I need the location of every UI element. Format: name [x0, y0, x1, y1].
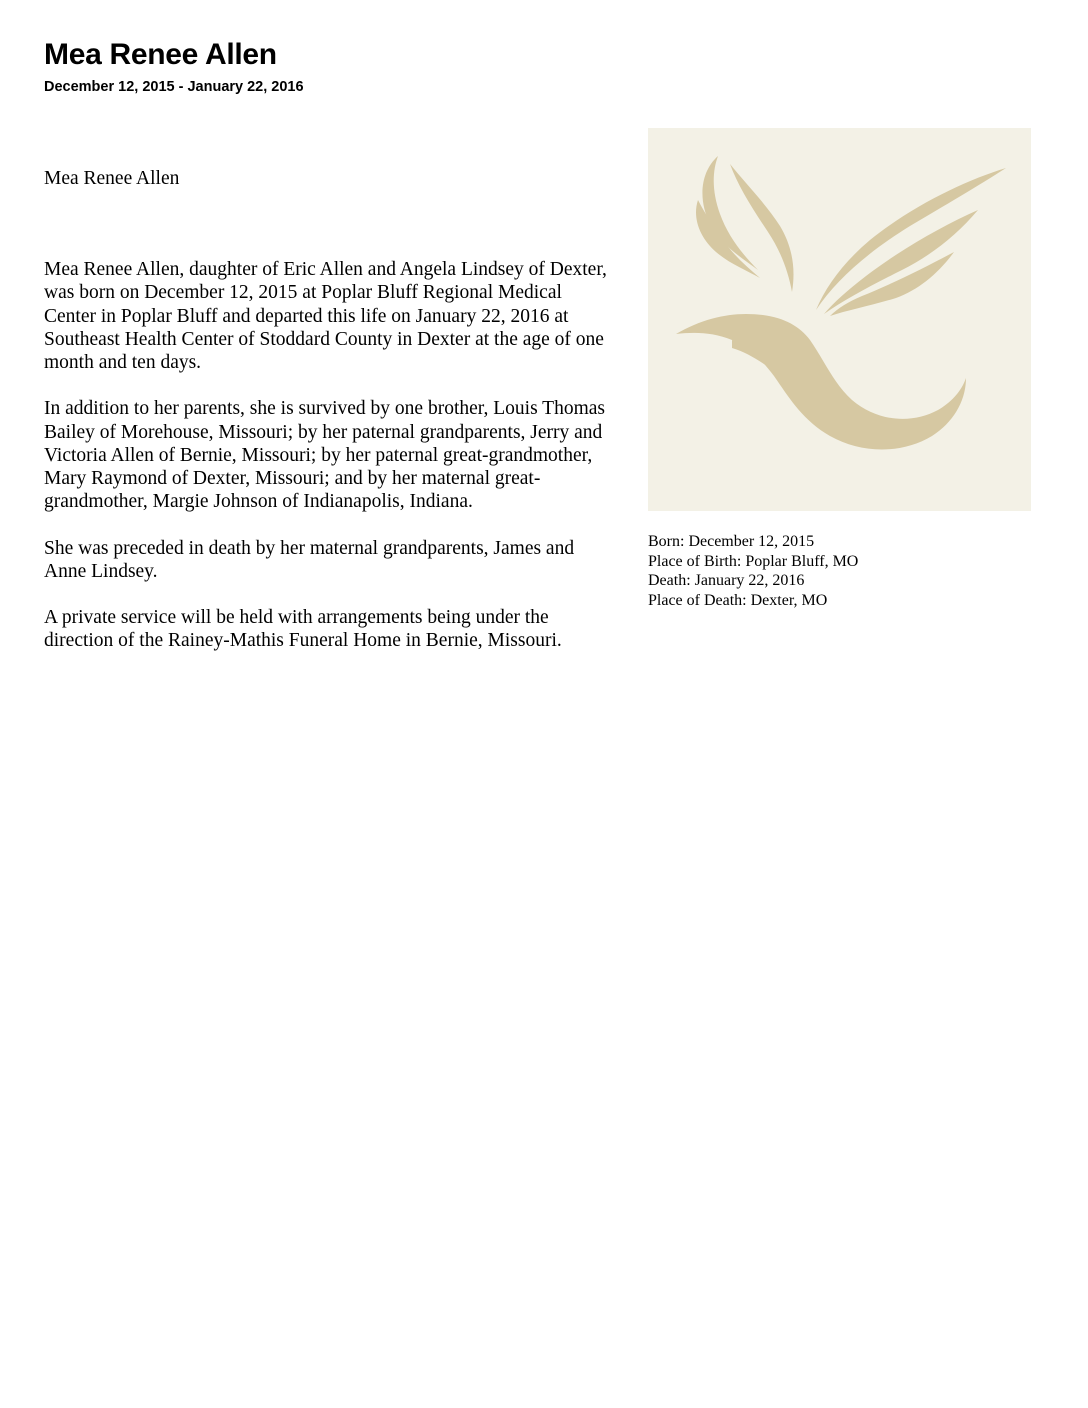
- obituary-paragraph: A private service will be held with arrangements being under the direction of the Rainey-Mathis Funeral Home in Bernie, Missouri.: [44, 607, 562, 652]
- page-title: Mea Renee Allen: [44, 38, 277, 71]
- vital-facts: [648, 532, 858, 610]
- obituary-paragraph: She was preceded in death by her maternal grandparents, James and Anne Lindsey.: [44, 537, 575, 582]
- subject-name: Mea Renee Allen: [44, 168, 180, 189]
- memorial-image: [648, 128, 1031, 511]
- obituary-paragraph: Mea Renee Allen, daughter of Eric Allen and Angela Lindsey of Dexter, was born on December 12, 2015 at Poplar Bluff Regional Medical Center in Poplar Bluff and departed this life on January 22, 2016 at Southeast Health Center of Stoddard County in Dexter at the age of one month and ten days.: [44, 259, 607, 374]
- obituary-paragraph: In addition to her parents, she is survived by one brother, Louis Thomas Bailey of Morehouse, Missouri; by her paternal grandparents, Jerry and Victoria Allen of Bernie, Missouri; by her paternal great-grandmother, Mary Raymond of Dexter, Missouri; and by her maternal great-grandmother, Margie Johnson of Indianapolis, Indiana.: [44, 398, 606, 513]
- place-of-birth-fact: Place of Birth: Poplar Bluff, MO: [648, 552, 859, 570]
- death-fact: Death: January 22, 2016: [648, 572, 805, 589]
- obituary-body: [44, 167, 614, 676]
- life-dates: December 12, 2015 - January 22, 2016: [44, 79, 304, 95]
- born-fact: Born: December 12, 2015: [648, 533, 815, 550]
- place-of-death-fact: Place of Death: Dexter, MO: [648, 591, 828, 609]
- dove-icon: [648, 128, 1031, 511]
